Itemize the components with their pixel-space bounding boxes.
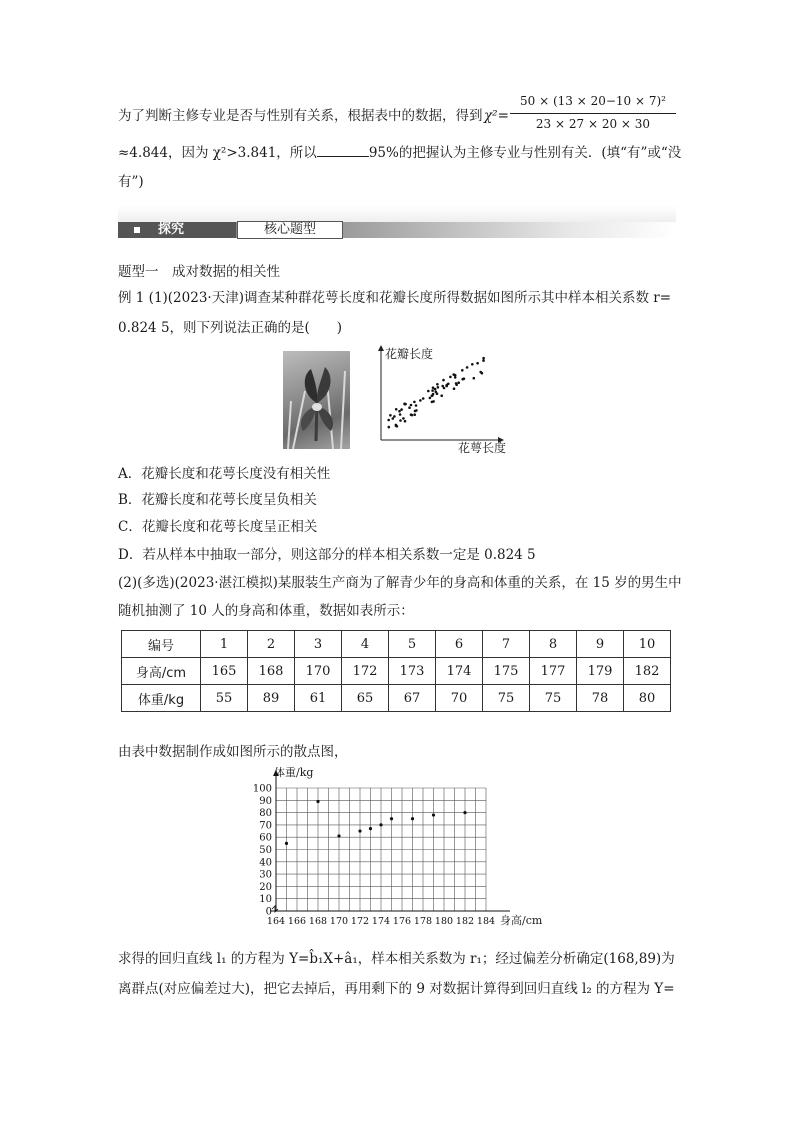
table-cell: 6 (436, 631, 483, 658)
table-cell: 172 (342, 658, 389, 685)
scatter-dot (466, 366, 469, 369)
scatter-dot (482, 359, 485, 362)
x-tick-label: 170 (329, 916, 349, 927)
table-cell: 75 (530, 685, 577, 712)
x-tick-label: 174 (371, 916, 391, 927)
scatter-dot (413, 413, 416, 416)
scatter-points-group (387, 357, 485, 429)
scatter-dot (403, 403, 406, 406)
table-cell: 1 (201, 631, 248, 658)
y-tick-label: 70 (259, 820, 272, 832)
scatter-dot (392, 417, 395, 420)
scatter-dot (436, 383, 439, 386)
table-cell: 61 (295, 685, 342, 712)
iris-flower-photo (283, 351, 350, 449)
option-c: C．花瓣长度和花萼长度呈正相关 (118, 519, 318, 535)
banner-label-core: 核心题型 (237, 221, 343, 239)
part2-line-2: 随机抽测了 10 人的身高和体重，数据如表所示： (118, 603, 414, 619)
table-header-cell: 身高/cm (122, 658, 201, 685)
intro-line-2-pre: ≈4.844，因为 χ²>3.841，所以 (118, 145, 317, 161)
bottom-line-1: 求得的回归直线 l₁ 的方程为 Y=b̂₁X+â₁，样本相关系数为 r₁；经过偏差分析确定(168,89)为 (118, 951, 675, 967)
height-weight-scatter-chart (240, 764, 560, 934)
scatter-dot (432, 386, 435, 389)
scatter-dot (454, 376, 457, 379)
scatter-dot (471, 363, 474, 366)
scatter-caption: 由表中数据制作成如图所示的散点图， (118, 744, 348, 760)
table-cell: 70 (436, 685, 483, 712)
x-tick-label: 184 (476, 916, 496, 927)
intro-line-3: 有”) (118, 174, 144, 190)
table-cell: 9 (577, 631, 624, 658)
y-tick-label: 100 (252, 783, 272, 795)
scatter-dot (476, 362, 479, 365)
scatter-dot (453, 387, 456, 390)
scatter-dot (395, 408, 398, 411)
table-cell: 80 (624, 685, 671, 712)
scatter-dot (461, 378, 464, 381)
y-tick-label: 40 (259, 857, 272, 869)
data-point (369, 827, 372, 830)
scatter-dot (482, 357, 485, 360)
chart-axes (270, 770, 510, 912)
scatter-dot (388, 426, 391, 429)
fill-in-blank[interactable] (317, 142, 369, 157)
table-cell: 65 (342, 685, 389, 712)
banner-shade (118, 205, 676, 222)
scatter-dot (419, 399, 422, 402)
table-cell: 4 (342, 631, 389, 658)
scatter-dot (399, 419, 402, 422)
question-type-title: 题型一 成对数据的相关性 (118, 264, 280, 280)
table-cell: 8 (530, 631, 577, 658)
formula-denominator: 23 × 27 × 20 × 30 (535, 117, 651, 131)
chart-x-label: 身高/cm (500, 914, 543, 927)
table-cell: 174 (436, 658, 483, 685)
banner-square-icon (134, 227, 140, 233)
scatter-dot (431, 389, 434, 392)
y-tick-label: 20 (259, 881, 272, 893)
table-cell: 5 (389, 631, 436, 658)
y-tick-label: 80 (259, 808, 272, 820)
scatter-dot (432, 393, 435, 396)
x-tick-label: 166 (287, 916, 307, 927)
bottom-line-2: 离群点(对应偏差过大)，把它去掉后，再用剩下的 9 对数据计算得到回归直线 l₂ 的方程为 Y= (118, 981, 675, 997)
table-row (122, 631, 671, 658)
figure1-y-label: 花瓣长度 (385, 347, 434, 361)
table-cell: 173 (389, 658, 436, 685)
y-tick-label: 90 (259, 795, 272, 807)
data-point (358, 829, 361, 832)
scatter-dot (410, 413, 413, 416)
table-cell: 175 (483, 658, 530, 685)
chi-square-symbol: χ²= (484, 108, 509, 124)
table-cell: 182 (624, 658, 671, 685)
data-point (316, 800, 319, 803)
option-b: B．花瓣长度和花萼长度呈负相关 (118, 492, 317, 508)
section-banner (118, 222, 676, 240)
scatter-dot (402, 417, 405, 420)
table-cell: 55 (201, 685, 248, 712)
option-a: A．花瓣长度和花萼长度没有相关性 (118, 466, 331, 482)
data-point (285, 842, 288, 845)
table-cell: 179 (577, 658, 624, 685)
scatter-dot (461, 369, 464, 372)
scatter-dot (422, 397, 425, 400)
banner-label-explore: 探究 (158, 222, 185, 237)
table-cell: 170 (295, 658, 342, 685)
intro-line-1: 为了判断主修专业是否与性别有关系，根据表中的数据，得到 (118, 108, 483, 124)
figure1-x-label: 花萼长度 (458, 441, 507, 455)
example-line-2: 0.824 5，则下列说法正确的是( ) (118, 320, 343, 336)
scatter-dot (442, 379, 445, 382)
data-point (390, 817, 393, 820)
data-point (337, 834, 340, 837)
table-header-cell: 编号 (122, 631, 201, 658)
scatter-dot (398, 410, 401, 413)
data-point (463, 811, 466, 814)
scatter-dot (455, 383, 458, 386)
x-tick-label: 168 (308, 916, 328, 927)
table-cell: 67 (389, 685, 436, 712)
chart-y-label: 体重/kg (274, 766, 314, 779)
table-cell: 165 (201, 658, 248, 685)
scatter-dot (399, 413, 402, 416)
table-cell: 78 (577, 685, 624, 712)
table-cell: 7 (483, 631, 530, 658)
table-cell: 3 (295, 631, 342, 658)
x-tick-label: 164 (266, 916, 286, 927)
scatter-dot (414, 410, 417, 413)
table-cell: 168 (248, 658, 295, 685)
scatter-dot (387, 419, 390, 422)
table-cell: 10 (624, 631, 671, 658)
height-weight-table (121, 630, 671, 712)
scatter-dot (445, 385, 448, 388)
scatter-dot (473, 377, 476, 380)
scatter-dot (435, 391, 438, 394)
intro-line-2-post: 95%的把握认为主修专业与性别有关．(填“有”或“没 (368, 145, 682, 161)
scatter-dot (427, 390, 430, 393)
iris-flower-image (283, 351, 350, 449)
table-cell: 2 (248, 631, 295, 658)
table-cell: 89 (248, 685, 295, 712)
scatter-dot (404, 420, 407, 423)
example-line-1: 例 1 (1)(2023·天津)调查某种群花萼长度和花瓣长度所得数据如图所示其中样本相关系数 r= (118, 290, 672, 306)
x-tick-label: 172 (350, 916, 370, 927)
x-tick-label: 180 (434, 916, 454, 927)
y-tick-label: 60 (259, 832, 272, 844)
data-point (379, 823, 382, 826)
data-point (432, 813, 435, 816)
y-tick-label: 30 (259, 869, 272, 881)
scatter-dot (413, 401, 416, 404)
chart-ticks (253, 784, 495, 928)
scatter-dot (389, 414, 392, 417)
x-tick-label: 182 (455, 916, 475, 927)
y-tick-label: 0 (265, 906, 272, 918)
chart-grid (276, 788, 486, 911)
scatter-dot (410, 404, 413, 407)
scatter-dot (429, 397, 432, 400)
scatter-dot (449, 376, 452, 379)
scatter-dot (440, 394, 443, 397)
data-point (411, 817, 414, 820)
scatter-dot (437, 386, 440, 389)
table-cell: 177 (530, 658, 577, 685)
fraction-line (510, 113, 676, 114)
table-row (122, 685, 671, 712)
option-d: D．若从样本中抽取一部分，则这部分的样本相关系数一定是 0.824 5 (118, 547, 536, 563)
y-tick-label: 50 (259, 845, 272, 856)
y-tick-label: 10 (259, 894, 272, 906)
intro-line-2 (118, 142, 681, 163)
scatter-dot (415, 404, 418, 407)
scatter-dot (400, 408, 403, 411)
scatter-dot (432, 400, 435, 403)
x-tick-label: 176 (392, 916, 412, 927)
table-header-cell: 体重/kg (122, 685, 201, 712)
formula-numerator: 50 × (13 × 20−10 × 7)² (520, 94, 666, 108)
scatter-dot (441, 385, 444, 388)
table-cell: 75 (483, 685, 530, 712)
scatter-dot (396, 425, 399, 428)
scatter-dot (408, 406, 411, 409)
table-row (122, 658, 671, 685)
part2-line-1: (2)(多选)(2023·湛江模拟)某服装生产商为了解青少年的身高和体重的关系，在 15 岁的男生中 (118, 575, 682, 591)
scatter-dot (479, 371, 482, 374)
scatter-dot (393, 415, 396, 418)
x-tick-label: 178 (413, 916, 433, 927)
chart-points (285, 800, 467, 845)
scatter-dot (457, 381, 460, 384)
